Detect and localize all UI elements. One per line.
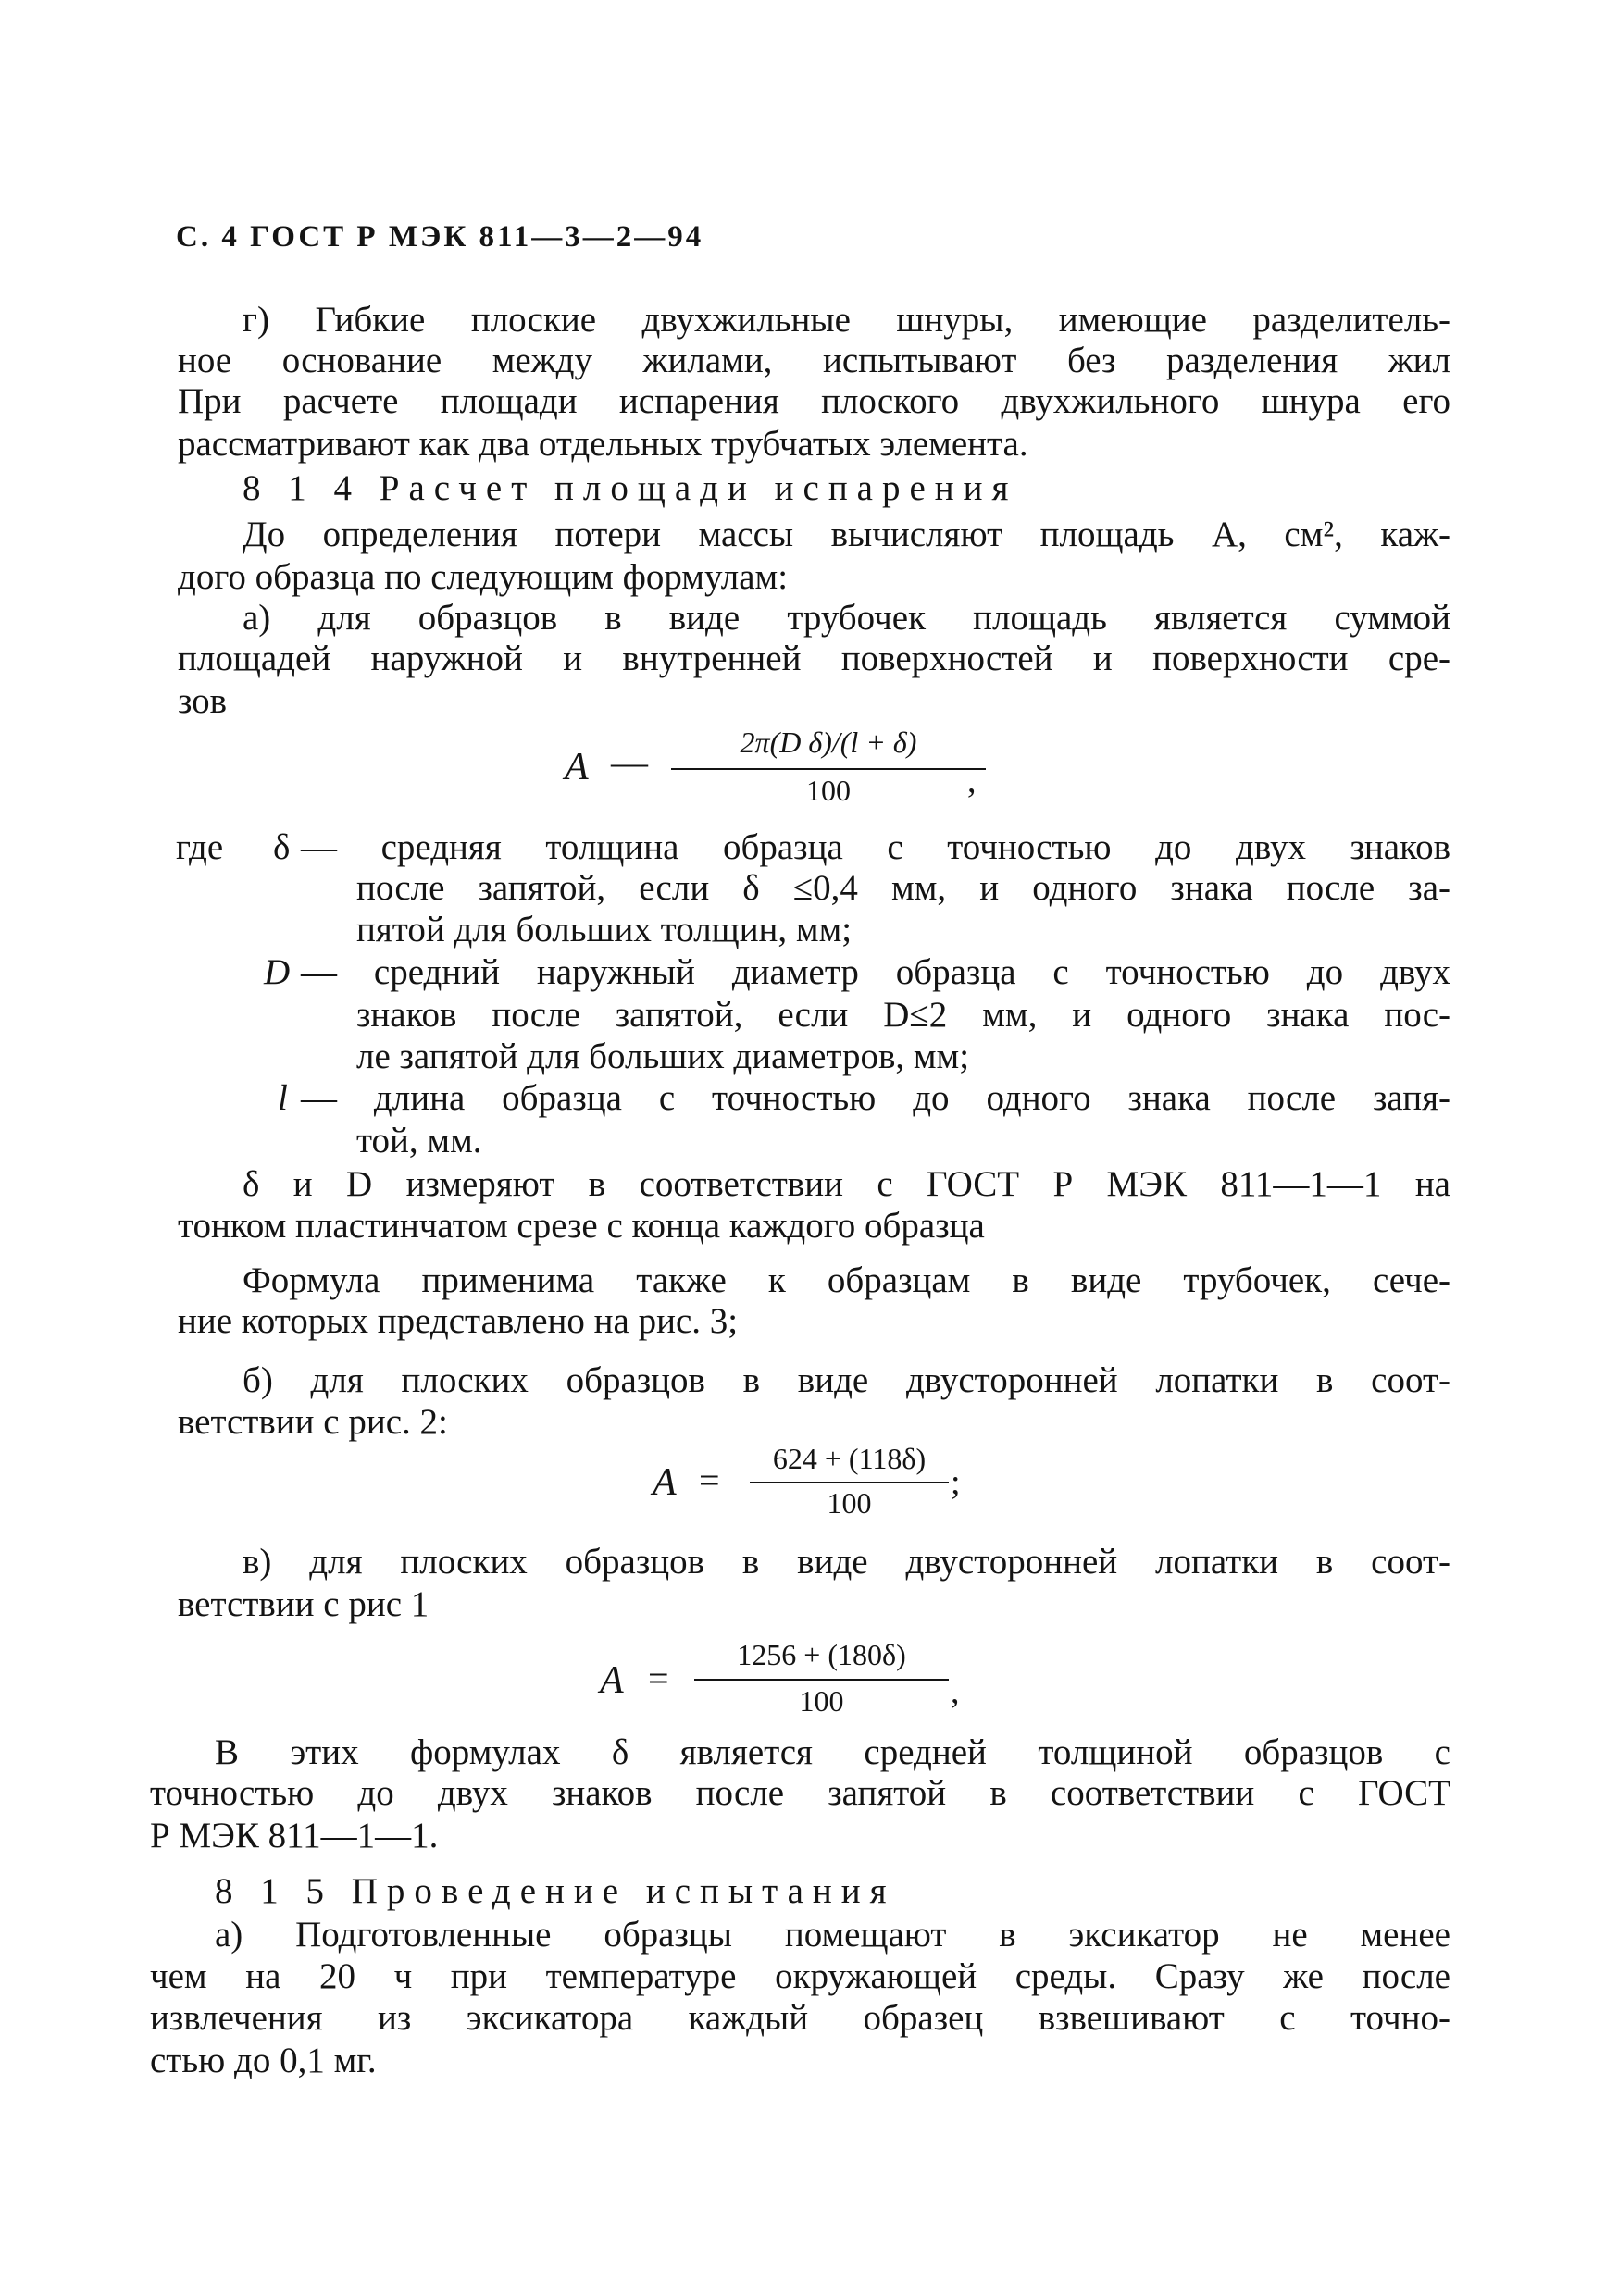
- paragraph-815a-line-3: извлечения из эксикатора каждый образец взвешивают с точно-: [150, 1998, 1450, 2038]
- paragraph-b-line-1: б) для плоских образцов в виде двусторонней лопатки в соот-: [243, 1360, 1450, 1400]
- intro-line-2: дого образца по следующим формулам:: [178, 557, 789, 597]
- formula-3-denominator: 100: [799, 1684, 844, 1718]
- formula-1-fraction-bar: [671, 768, 986, 770]
- paragraph-a-line-3: зов: [178, 681, 228, 721]
- d-definition-line-2: знаков после запятой, если D≤2 мм, и одного знака пос-: [356, 995, 1450, 1035]
- paragraph-a-line-1: а) для образцов в виде трубочек площадь является суммой: [243, 598, 1450, 638]
- paragraph-815a-line-1: а) Подготовленные образцы помещают в эксикатор не менее: [215, 1915, 1450, 1955]
- delta-definition-line-2: после запятой, если δ ≤0,4 мм, и одного знака после за-: [356, 868, 1450, 908]
- formula-1-denominator: 100: [806, 774, 851, 807]
- section-heading-815: 8 1 5 Проведение испытания: [215, 1871, 896, 1911]
- formula-1-equals: —: [611, 741, 648, 783]
- formula-2-equals: =: [699, 1459, 720, 1501]
- formulas-note-line-3: Р МЭК 811—1—1.: [150, 1816, 439, 1855]
- formula-3-numerator: 1256 + (180δ): [737, 1638, 906, 1671]
- paragraph-g-line-3: При расчете площади испарения плоского двухжильного шнура его: [178, 381, 1450, 421]
- formula-3-punctuation: ,: [951, 1672, 960, 1711]
- section-heading-814: 8 1 4 Расчет площади испарения: [243, 468, 1018, 508]
- formula-2-denominator: 100: [827, 1486, 872, 1520]
- measure-line-2: тонком пластинчатом срезе с конца каждого образца: [178, 1206, 985, 1246]
- paragraph-815a-line-4: стью до 0,1 мг.: [150, 2041, 377, 2080]
- measure-line-1: δ и D измеряют в соответствии с ГОСТ Р МЭК 811—1—1 на: [243, 1164, 1450, 1204]
- paragraph-g-line-4: рассматривают как два отдельных трубчатых элемента.: [178, 424, 1028, 464]
- delta-definition-line-1: — средняя толщина образца с точностью до двух знаков: [301, 827, 1450, 867]
- paragraph-a-line-2: площадей наружной и внутренней поверхностей и поверхности сре-: [178, 639, 1450, 678]
- delta-symbol: δ: [273, 827, 291, 867]
- paragraph-v-line-2: ветствии с рис 1: [178, 1584, 429, 1624]
- paragraph-b-line-2: ветствии с рис. 2:: [178, 1402, 448, 1442]
- formula-note-line-2: ние которых представлено на рис. 3;: [178, 1301, 739, 1341]
- l-symbol: l: [278, 1078, 288, 1118]
- paragraph-v-line-1: в) для плоских образцов в виде двусторонней лопатки в соот-: [243, 1542, 1450, 1582]
- formulas-note-line-1: В этих формулах δ является средней толщиной образцов с: [215, 1732, 1450, 1772]
- l-definition-line-1: — длина образца с точностью до одного знака после запя-: [301, 1078, 1450, 1118]
- formula-3-equals: =: [648, 1657, 669, 1699]
- formula-note-line-1: Формула применима также к образцам в виде трубочек, сече-: [243, 1260, 1450, 1300]
- formulas-note-line-2: точностью до двух знаков после запятой в соответствии с ГОСТ: [150, 1773, 1450, 1813]
- formula-3-lhs: A: [600, 1659, 624, 1702]
- paragraph-815a-line-2: чем на 20 ч при температуре окружающей среды. Сразу же после: [150, 1956, 1450, 1996]
- where-label: где: [176, 827, 224, 867]
- formula-2-punctuation: ;: [951, 1463, 961, 1502]
- d-symbol: D: [264, 952, 291, 992]
- formula-1-lhs: A: [565, 746, 589, 788]
- formula-2-lhs: A: [653, 1461, 677, 1504]
- delta-definition-line-3: пятой для больших толщин, мм;: [356, 910, 853, 949]
- formula-1-punctuation: ,: [967, 762, 977, 800]
- l-definition-line-2: той, мм.: [356, 1121, 482, 1160]
- d-definition-line-1: — средний наружный диаметр образца с точностью до двух: [301, 952, 1450, 992]
- intro-line-1: До определения потери массы вычисляют площадь A, см², каж-: [243, 515, 1450, 554]
- formula-2-fraction-bar: [750, 1482, 949, 1483]
- page-header: С. 4 ГОСТ Р МЭК 811—3—2—94: [176, 220, 704, 254]
- paragraph-g-line-2: ное основание между жилами, испытывают без разделения жил: [178, 341, 1450, 380]
- formula-1-numerator: 2π(D δ)/(l + δ): [740, 726, 917, 759]
- formula-3-fraction-bar: [694, 1679, 949, 1681]
- d-definition-line-3: ле запятой для больших диаметров, мм;: [356, 1036, 970, 1076]
- paragraph-g-line-1: г) Гибкие плоские двухжильные шнуры, имеющие разделитель-: [243, 300, 1450, 340]
- formula-2-numerator: 624 + (118δ): [772, 1442, 927, 1475]
